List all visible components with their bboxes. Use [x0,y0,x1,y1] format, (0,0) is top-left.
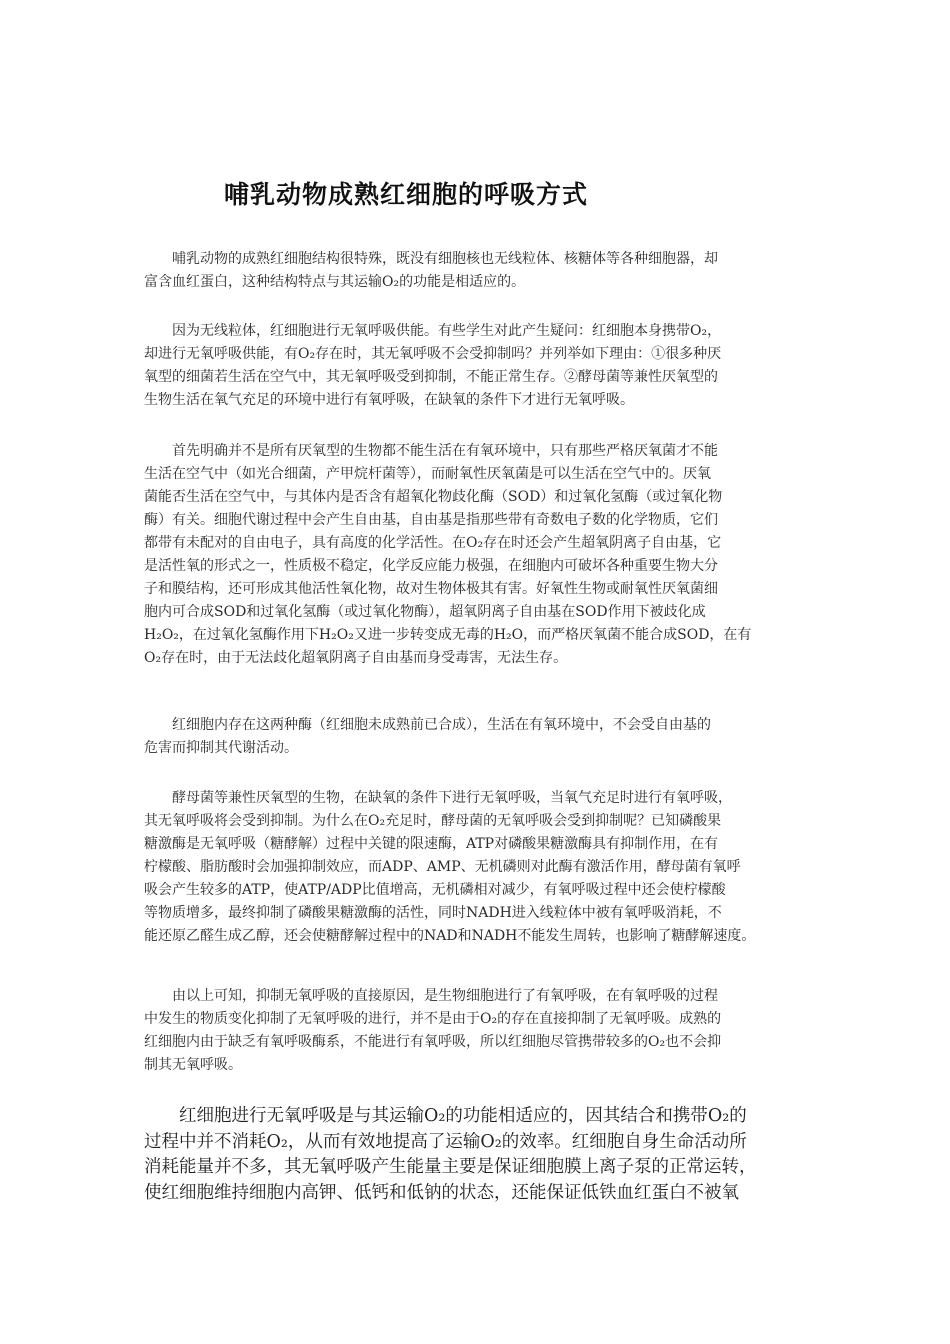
paragraph-7 [144,1104,808,1206]
paragraph-line: 柠檬酸、脂肪酸时会加强抑制效应，而ADP、AMP、无机磷则对此酶有激活作用，酵母菌有氧呼 [144,859,741,875]
paragraph-line: 生活在空气中（如光合细菌，产甲烷杆菌等），而耐氧性厌氧菌是可以生活在空气中的。厌氧 [144,466,711,482]
paragraph-line: O₂存在时，由于无法歧化超氧阴离子自由基而身受毒害，无法生存。 [144,650,568,666]
paragraph-line: 哺乳动物的成熟红细胞结构很特殊，既没有细胞核也无线粒体、核糖体等各种细胞器，却 [144,251,718,267]
paragraph-line: 子和膜结构，还可形成其他活性氧化物，故对生物体极其有害。好氧性生物或耐氧性厌氧菌细 [144,581,718,597]
paragraph-line: 制其无氧呼吸。 [144,1057,242,1073]
paragraph-5 [144,787,808,948]
paragraph-line: H₂O₂，在过氧化氢酶作用下H₂O₂又进一步转变成无毒的H₂O，而严格厌氧菌不能合成SOD，在有 [144,627,752,643]
paragraph-line: 过程中并不消耗O₂，从而有效地提高了运输O₂的效率。红细胞自身生命活动所 [144,1131,747,1152]
paragraph-line: 吸会产生较多的ATP，使ATP/ADP比值增高，无机磷相对减少，有氧呼吸过程中还会使柠檬酸 [144,882,726,898]
paragraph-line: 红细胞内由于缺乏有氧呼吸酶系，不能进行有氧呼吸，所以红细胞尽管携带较多的O₂也不会抑 [144,1034,722,1050]
paragraph-line: 因为无线粒体，红细胞进行无氧呼吸供能。有些学生对此产生疑问：红细胞本身携带O₂， [144,323,722,339]
paragraph-line: 红细胞内存在这两种酶（红细胞未成熟前已合成），生活在有氧环境中，不会受自由基的 [144,717,711,733]
paragraph-4 [144,714,808,760]
paragraph-1 [144,248,808,294]
document-title: 哺乳动物成熟红细胞的呼吸方式 [224,179,589,209]
paragraph-line: 使红细胞维持细胞内高钾、低钙和低钠的状态，还能保证低铁血红蛋白不被氧 [144,1182,739,1203]
paragraph-line: 其无氧呼吸将会受到抑制。为什么在O₂充足时，酵母菌的无氧呼吸会受到抑制呢？已知磷酸果 [144,813,722,829]
paragraph-line: 由以上可知，抑制无氧呼吸的直接原因，是生物细胞进行了有氧呼吸，在有氧呼吸的过程 [144,988,718,1004]
paragraph-line: 红细胞进行无氧呼吸是与其运输O₂的功能相适应的，因其结合和携带O₂的 [144,1106,747,1126]
paragraph-line: 酶）有关。细胞代谢过程中会产生自由基，自由基是指那些带有奇数电子数的化学物质，它们 [144,512,718,528]
paragraph-6 [144,985,808,1077]
paragraph-line: 菌能否生活在空气中，与其体内是否含有超氧化物歧化酶（SOD）和过氧化氢酶（或过氧化物 [144,489,723,505]
paragraph-line: 酵母菌等兼性厌氧型的生物，在缺氧的条件下进行无氧呼吸，当氧气充足时进行有氧呼吸， [144,790,732,806]
paragraph-line: 却进行无氧呼吸供能，有O₂存在时，其无氧呼吸不会受抑制吗？并列举如下理由：①很多种厌 [144,346,722,362]
paragraph-2 [144,320,808,412]
paragraph-line: 能还原乙醛生成乙醇，还会使糖酵解过程中的NAD和NADH不能发生周转，也影响了糖酵解速度。 [144,928,756,944]
paragraph-line: 等物质增多，最终抑制了磷酸果糖激酶的活性，同时NADH进入线粒体中被有氧呼吸消耗，不 [144,905,722,921]
paragraph-line: 糖激酶是无氧呼吸（糖酵解）过程中关键的限速酶，ATP对磷酸果糖激酶具有抑制作用，在有 [144,836,719,852]
paragraph-line: 中发生的物质变化抑制了无氧呼吸的进行，并不是由于O₂的存在直接抑制了无氧呼吸。成熟的 [144,1011,722,1027]
paragraph-line: 危害而抑制其代谢活动。 [144,740,298,756]
paragraph-line: 富含血红蛋白，这种结构特点与其运输O₂的功能是相适应的。 [144,274,526,290]
paragraph-line: 氧型的细菌若生活在空气中，其无氧呼吸受到抑制，不能正常生存。②酵母菌等兼性厌氧型的 [144,369,718,385]
paragraph-line: 都带有未配对的自由电子，具有高度的化学活性。在O₂存在时还会产生超氧阴离子自由基，它 [144,535,722,551]
paragraph-line: 是活性氧的形式之一，性质极不稳定，化学反应能力极强，在细胞内可破坏各种重要生物大分 [144,558,718,574]
paragraph-3 [144,440,808,670]
paragraph-line: 生物生活在氧气充足的环境中进行有氧呼吸，在缺氧的条件下才进行无氧呼吸。 [144,392,634,408]
paragraph-line: 胞内可合成SOD和过氧化氢酶（或过氧化物酶），超氧阴离子自由基在SOD作用下被歧化成 [144,604,706,620]
paragraph-line: 消耗能量并不多，其无氧呼吸产生能量主要是保证细胞膜上离子泵的正常运转， [144,1157,757,1177]
paragraph-line: 首先明确并不是所有厌氧型的生物都不能生活在有氧环境中，只有那些严格厌氧菌才不能 [144,443,718,459]
